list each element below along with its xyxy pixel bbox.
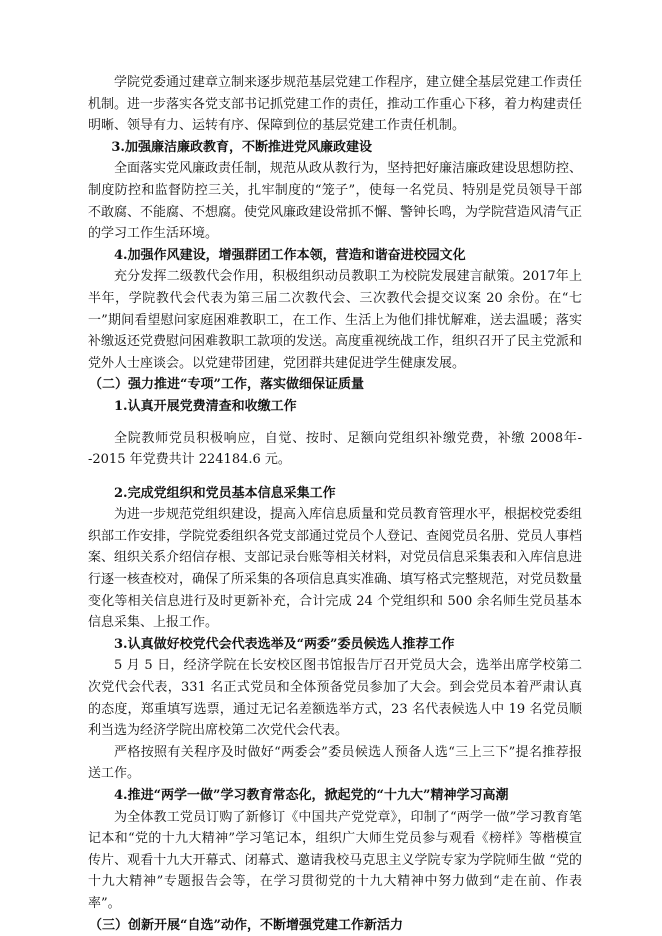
paragraph-staff-congress: 充分发挥二级教代会作用，积极组织动员教职工为校院发展建言献策。2017年上半年，学院教代会代表为第三届二次教代会、三次教代会提交议案 20 余份。在“七一”期间看望慰问家庭困难教职工，在工作、生活上为他们排忧解难，送去温暖；落实补缴返还党费慰问困难教职工款项的发送。高度重视统战工作，组织召开了民主党派和党外人士座谈会。以党建带团建，党团群共建促进学生健康发展。 xyxy=(88,269,583,371)
heading-special-work: （二）强力推进“专项”工作，落实做细保证质量 xyxy=(89,377,364,393)
paragraph-study-education: 为全体教工党员订购了新修订《中国共产党党章》，印制了“两学一做”学习教育笔记本和“党的十九大精神”学习笔记本，组织广大师生党员参与观看《榜样》等楷模宣传片、观看十九大开幕式、闭幕式、邀请我校马克思主义学院专家为学院师生做 “党的十九大精神”专题报告会等，在学习贯彻党的十九大精神中努力做到“走在前、作表率”。 xyxy=(88,809,582,911)
heading-info-collection: 2.完成党组织和党员基本信息采集工作 xyxy=(114,485,336,501)
paragraph-candidate-nomination: 严格按照有关程序及时做好“两委会”委员候选人预备人选“三上三下”提名推荐报送工作。 xyxy=(88,744,582,782)
paragraph-integrity-responsibility: 全面落实党风廉政责任制，规范从政从教行为，坚持把好廉洁廉政建设思想防控、制度防控和监督防控三关，扎牢制度的“笼子”，使每一名党员、特别是党员领导干部不敢腐、不能腐、不想腐。使党风廉政建设常抓不懈、警钟长鸣，为学院营造风清气正的学习工作生活环境。 xyxy=(88,161,583,242)
paragraph-party-committee-mechanism: 学院党委通过建章立制来逐步规范基层党建工作程序，建立健全基层党建工作责任机制。进一步落实各党支部书记抓党建工作的责任，推动工作重心下移，着力构建责任明晰、领导有力、运转有序、保障到位的基层党建工作责任机制。 xyxy=(88,75,583,134)
heading-integrity-education: 3.加强廉洁廉政教育，不断推进党风廉政建设 xyxy=(111,139,372,155)
paragraph-info-collection: 为进一步规范党组织建设，提高入库信息质量和党员教育管理水平，根据校党委组织部工作安排，学院党委组织各党支部通过党员个人登记、查阅党员名册、党员人事档案、组织关系介绍信存根、支部记录台账等相关材料，对党员信息采集表和入库信息进行逐一核查校对，确保了所采集的各项信息真实准确、填写格式完整规范，对党员数量变化等相关信息进行及时更新补充，合计完成 24 个党组织和 500 余名师生党员基本信息采集、上报工作。 xyxy=(88,507,583,631)
heading-optional-actions: （三）创新开展“自选”动作，不断增强党建工作新活力 xyxy=(89,917,403,933)
heading-study-education: 4.推进“两学一做”学习教育常态化，掀起党的“十九大”精神学习高潮 xyxy=(114,788,509,803)
heading-congress-election: 3.认真做好校党代会代表选举及“两委”委员候选人推荐工作 xyxy=(114,636,455,652)
heading-party-dues: 1.认真开展党费清查和收缴工作 xyxy=(114,398,297,414)
paragraph-congress-election: 5 月 5 日，经济学院在长安校区图书馆报告厅召开党员大会，选举出席学校第二次党代会代表，331 名正式党员和全体预备党员参加了大会。到会党员本着严肃认真的态度，郑重填写选票，通过无记名差额选举方式，23 名代表候选人中 19 名党员顺利当选为经济学院出席校第二次党代会代表。 xyxy=(88,658,582,739)
paragraph-party-dues: 全院教师党员积极响应，自觉、按时、足额向党组织补缴党费，补缴 2008年--2015 年党费共计 224184.6 元。 xyxy=(88,430,582,468)
heading-work-style: 4.加强作风建设，增强群团工作本领，营造和谐奋进校园文化 xyxy=(114,247,466,263)
